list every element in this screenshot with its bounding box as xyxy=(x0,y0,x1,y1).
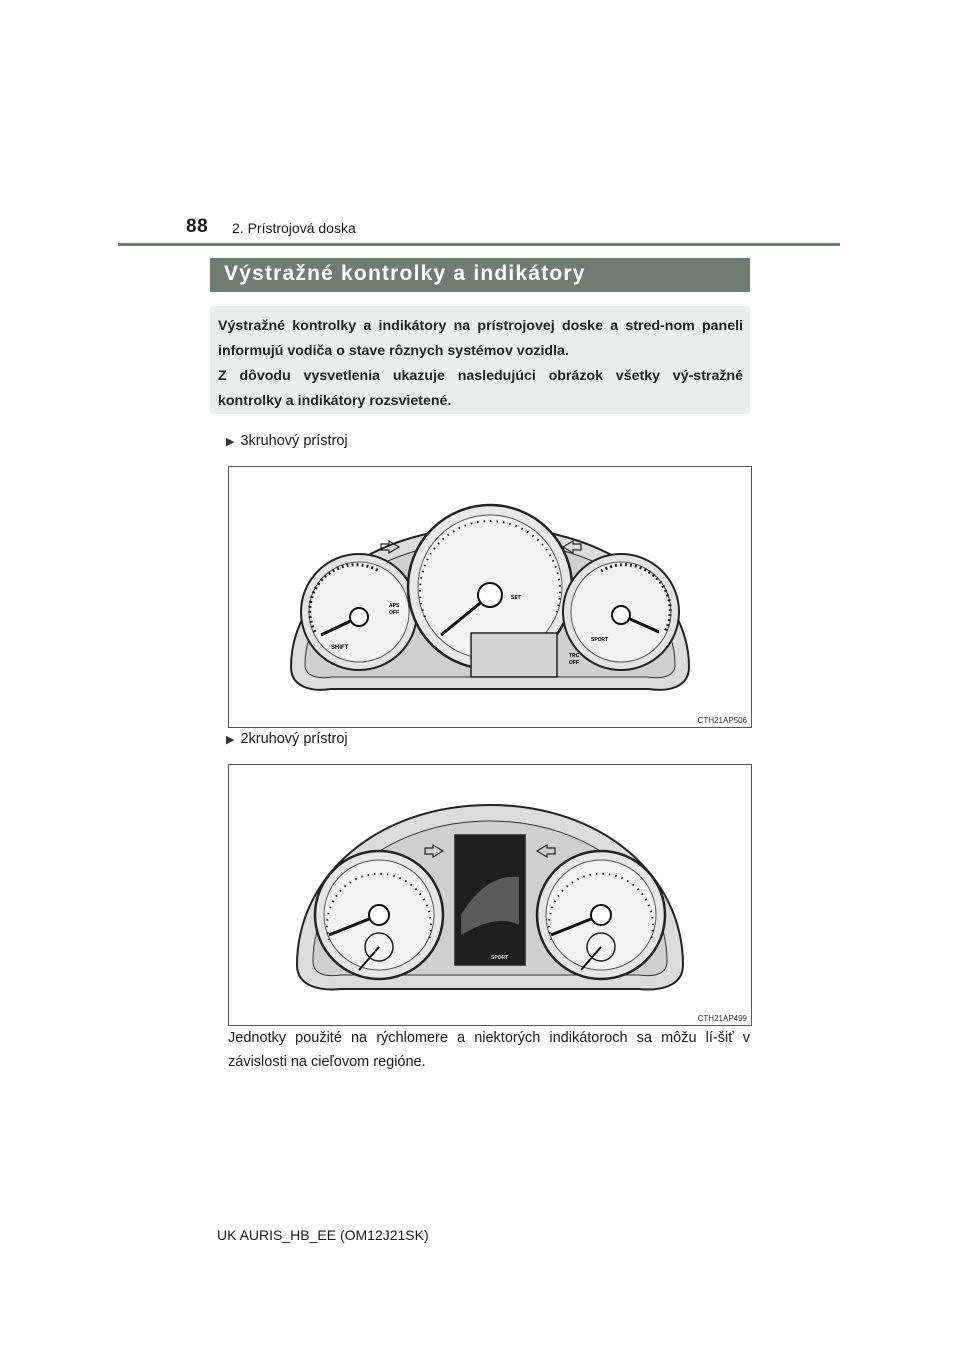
section-header xyxy=(210,258,750,292)
intro-box xyxy=(210,306,750,414)
figure-2-gauge-cluster xyxy=(228,764,752,1026)
bullet-3-gauge xyxy=(226,433,348,449)
section-title: Výstražné kontrolky a indikátory xyxy=(224,262,586,285)
bullet-label: 3kruhový prístroj xyxy=(240,433,348,449)
intro-paragraph-2: Z dôvodu vysvetlenia ukazuje nasledujúci obrázok všetky vý-stražné kontrolky a indikátory rozsvietené. xyxy=(218,368,743,409)
cluster-2-illustration xyxy=(229,765,751,1025)
label-sport-display: SPORT xyxy=(491,955,509,961)
figure-3-gauge-cluster xyxy=(228,466,752,728)
bullet-2-gauge xyxy=(226,731,348,747)
label-set: SET xyxy=(511,595,521,601)
page-number: 88 xyxy=(186,216,209,237)
label-sport: SPORT xyxy=(591,637,609,643)
bullet-triangle-icon: ▶ xyxy=(226,436,235,448)
figure-code: CTH21AP506 xyxy=(697,716,747,725)
label-trc-off: OFF xyxy=(569,660,579,666)
label-shift: SHIFT xyxy=(331,645,349,651)
body-text: Jednotky použité na rýchlomere a niektorých indikátoroch sa môžu lí-šiť v závislosti na cieľovom regióne. xyxy=(228,1030,750,1070)
header-rule xyxy=(118,243,840,246)
bullet-triangle-icon: ▶ xyxy=(226,734,235,746)
chapter-title: 2. Prístrojová doska xyxy=(232,220,356,236)
figure-code: CTH21AP499 xyxy=(697,1014,747,1023)
label-aps: APS xyxy=(389,603,400,609)
label-trc: TRC xyxy=(569,653,580,659)
document-id: UK AURIS_HB_EE (OM12J21SK) xyxy=(217,1227,429,1243)
bullet-label: 2kruhový prístroj xyxy=(240,731,348,747)
label-aps-off: OFF xyxy=(389,610,399,616)
intro-paragraph-1: Výstražné kontrolky a indikátory na prístrojovej doske a stred-nom paneli informujú vodiča o stave rôznych systémov vozidla. xyxy=(218,318,743,359)
cluster-3-illustration xyxy=(229,467,751,727)
